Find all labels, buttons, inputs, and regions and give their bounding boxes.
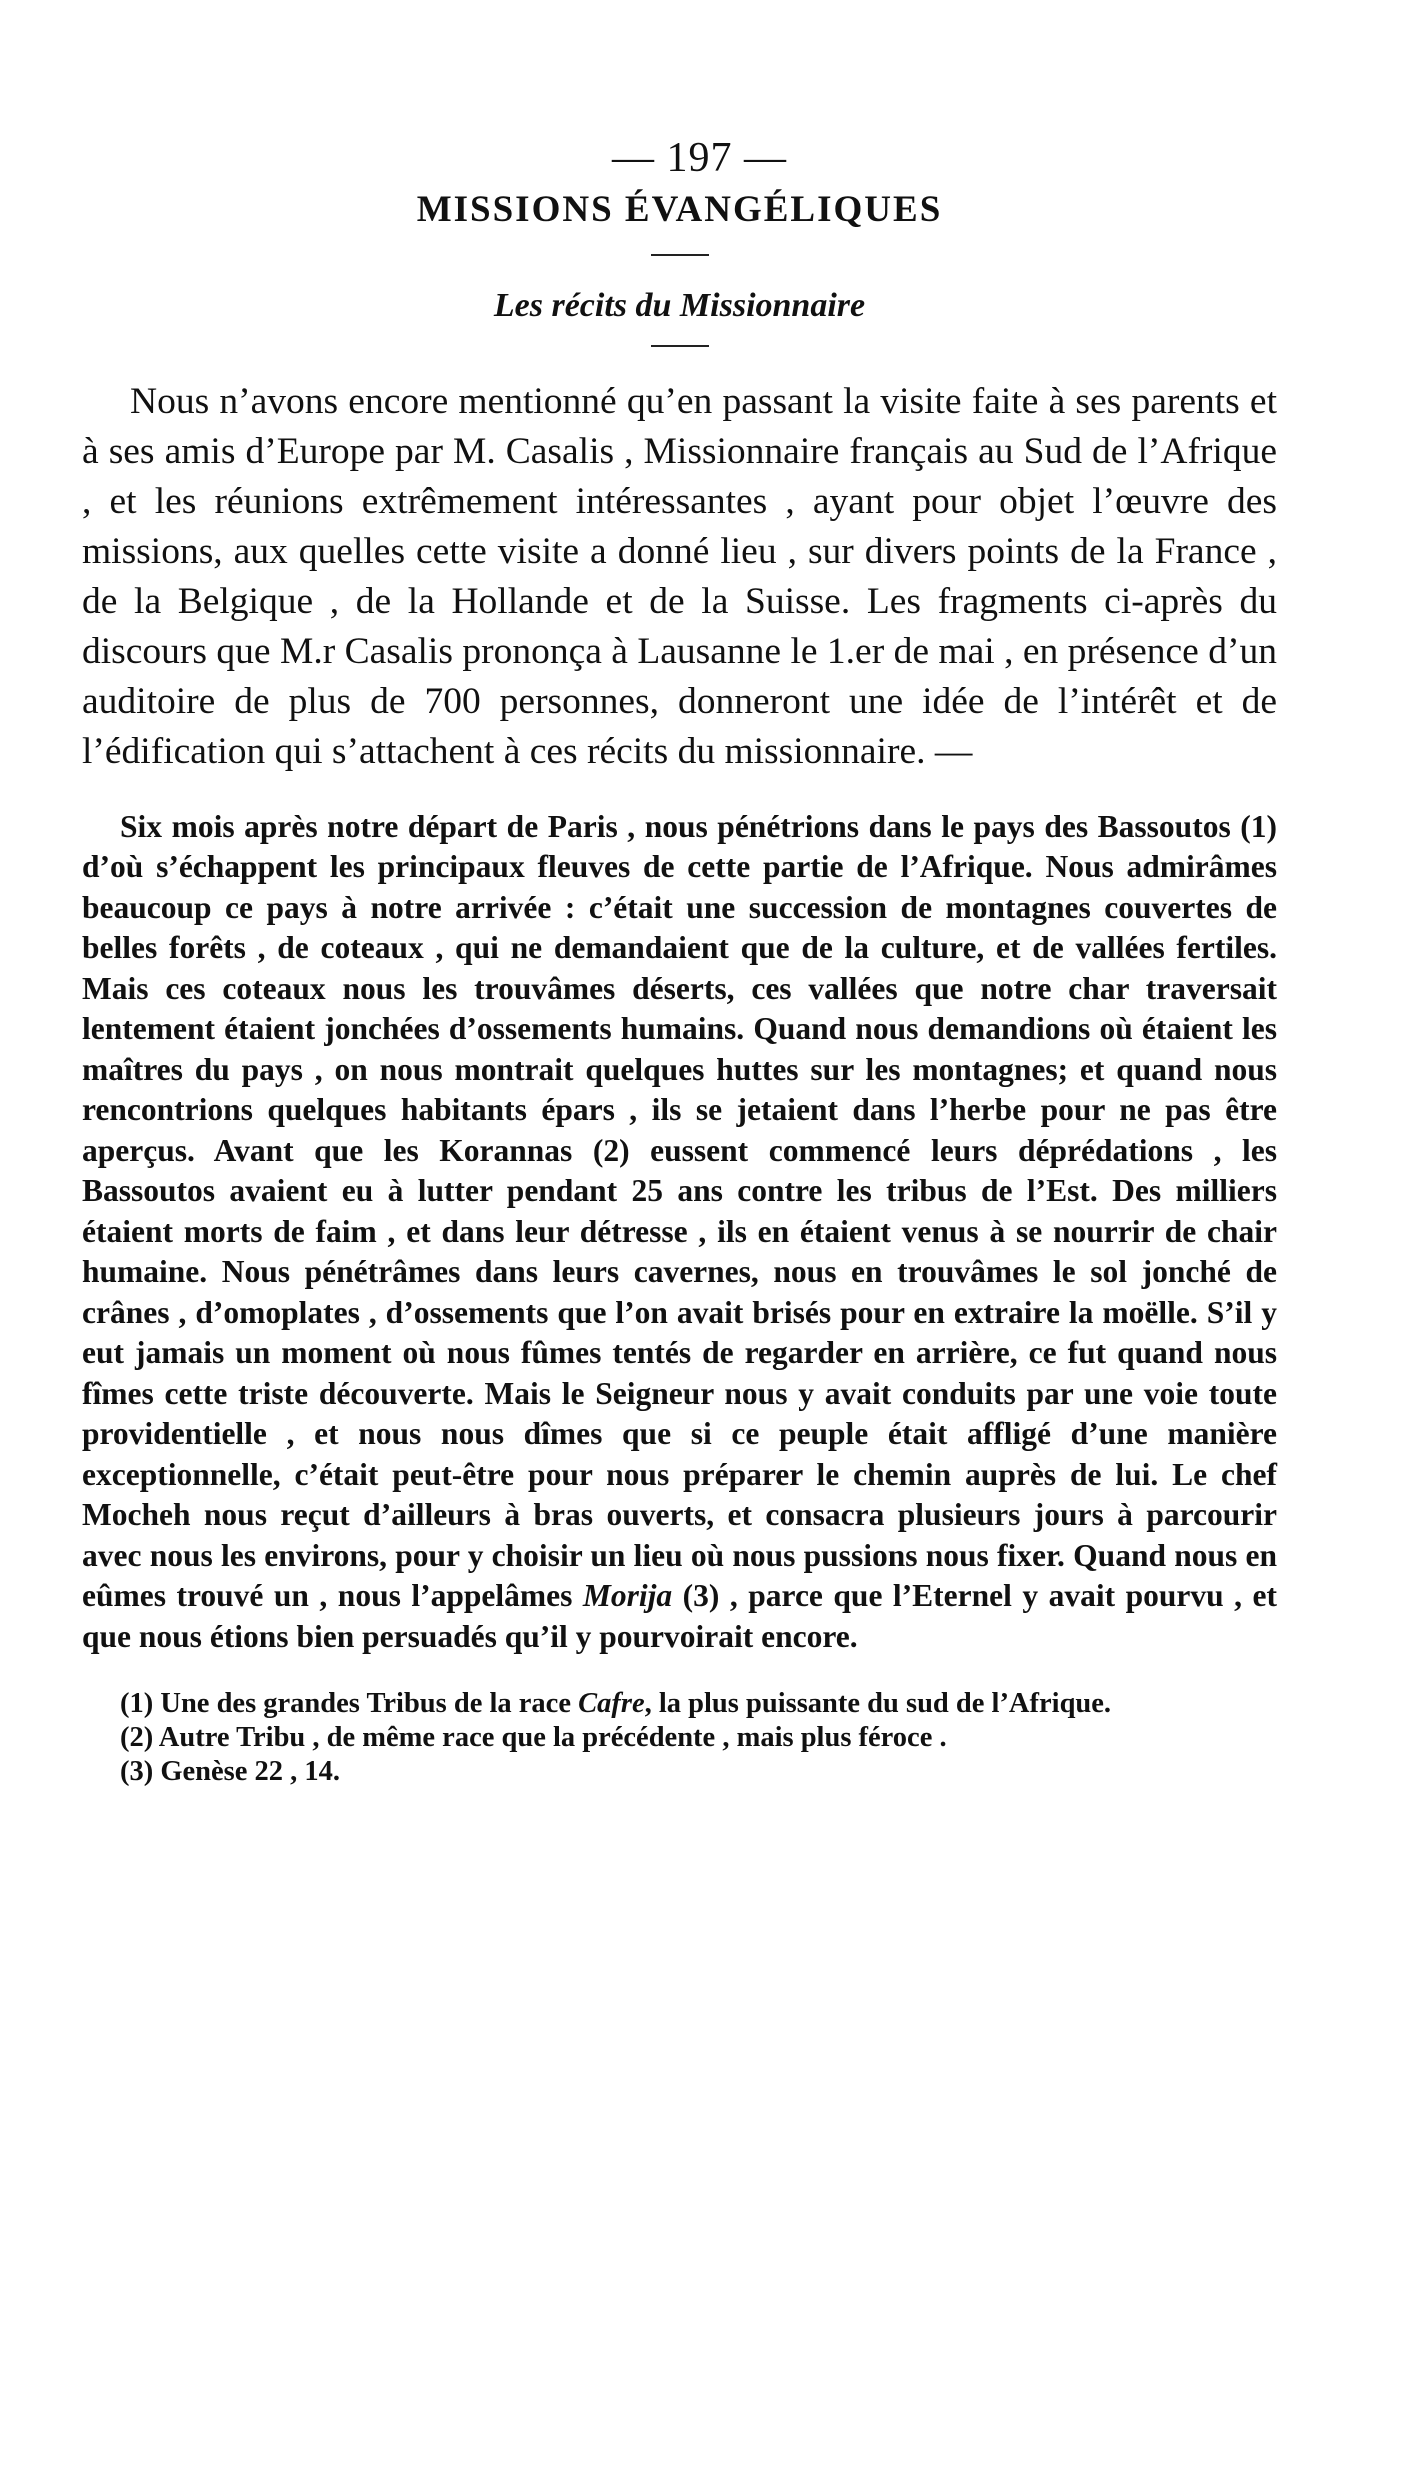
divider-rule xyxy=(651,345,709,347)
page-number: — 197 — xyxy=(612,135,787,181)
intro-paragraph: Nous n’avons encore mentionné qu’en passant la visite faite à ses parents et à ses amis d’Europe par M. Casalis , Missionnaire français au Sud de l’Afrique , et les réunions extrêmement intéressantes , ayant pour objet l’œuvre des missions, aux quelles cette visite a donné lieu , sur divers points de la France , de la Belgique , de la Hollande et de la Suisse. Les fragments ci-après du discours que M.r Casalis prononça à Lausanne le 1.er de mai , en présence d’un auditoire de plus de 700 personnes, donneront une idée de l’intérêt et de l’édification qui s’attachent à ces récits du missionnaire. — xyxy=(82,380,1277,772)
place-name: Morija xyxy=(582,1578,673,1614)
article-subtitle: Les récits du Missionnaire xyxy=(493,286,866,324)
main-text-part-2: (3) , parce que l’Eternel y avait pourvu , et que nous étions bien persuadés qu’il y pourvoirait encore. xyxy=(82,1578,1278,1654)
footnote-2: (2) Autre Tribu , de même race que la précédente , mais plus féroce . xyxy=(120,1722,947,1754)
footnote-3: (3) Genèse 22 , 14. xyxy=(120,1756,341,1788)
footnote-1 xyxy=(82,1687,1277,1721)
main-paragraph xyxy=(82,807,1277,1658)
footnote-1-start: (1) Une des grandes Tribus de la race xyxy=(120,1688,571,1720)
book-page xyxy=(82,135,1277,1789)
main-text-part-1: Six mois après notre départ de Paris , nous pénétrions dans le pays des Bassoutos (1) d’où s’échappent les principaux fleuves de cette partie de l’Afrique. Nous admirâmes beaucoup ce pays à notre arrivée : c’était une succession de montagnes couvertes de belles forêts , de coteaux , qui ne demandaient que de la culture, et de vallées fertiles. Mais ces coteaux nous les trouvâmes déserts, ces vallées que notre char traversait lentement étaient jonchées d’ossements humains. Quand nous demandions où étaient les maîtres du pays , on nous montrait quelques huttes sur les montagnes; et quand nous rencontrions quelques habitants épars , ils se jetaient dans l’herbe pour ne pas être aperçus. Avant que les Korannas (2) eussent commencé leurs déprédations , les Bassoutos avaient eu à lutter pendant 25 ans contre les tribus de l’Est. Des milliers étaient morts de faim , et dans leur détresse , ils en étaient venus à se nourrir de chair humaine. Nous pénétrâmes dans leurs cavernes, nous en trouvâmes le sol jonché de crânes , d’omoplates , d’ossements que l’on avait brisés pour en extraire la moëlle. S’il y eut jamais un moment où nous fûmes tentés de regarder en arrière, ce fut quand nous fîmes cette triste découverte. Mais le Seigneur nous y avait conduits par une voie toute providentielle , et nous nous dîmes que si ce peuple était affligé d’une manière exceptionnelle, c’était peut-être pour nous préparer le chemin auprès de lui. Le chef Mocheh nous reçut d’ailleurs à bras ouverts, et consacra plusieurs jours à parcourir avec nous les environs, pour y choisir un lieu où nous pussions nous fixer. Quand nous en eûmes trouvé un , nous l’appelâmes xyxy=(82,808,1277,1614)
divider-rule xyxy=(651,254,709,256)
section-title: MISSIONS ÉVANGÉLIQUES xyxy=(416,189,943,231)
footnotes xyxy=(82,1687,1277,1789)
footnote-1-italic: Cafre xyxy=(578,1688,645,1720)
footnote-1-end: , la plus puissante du sud de l’Afrique. xyxy=(644,1688,1112,1720)
